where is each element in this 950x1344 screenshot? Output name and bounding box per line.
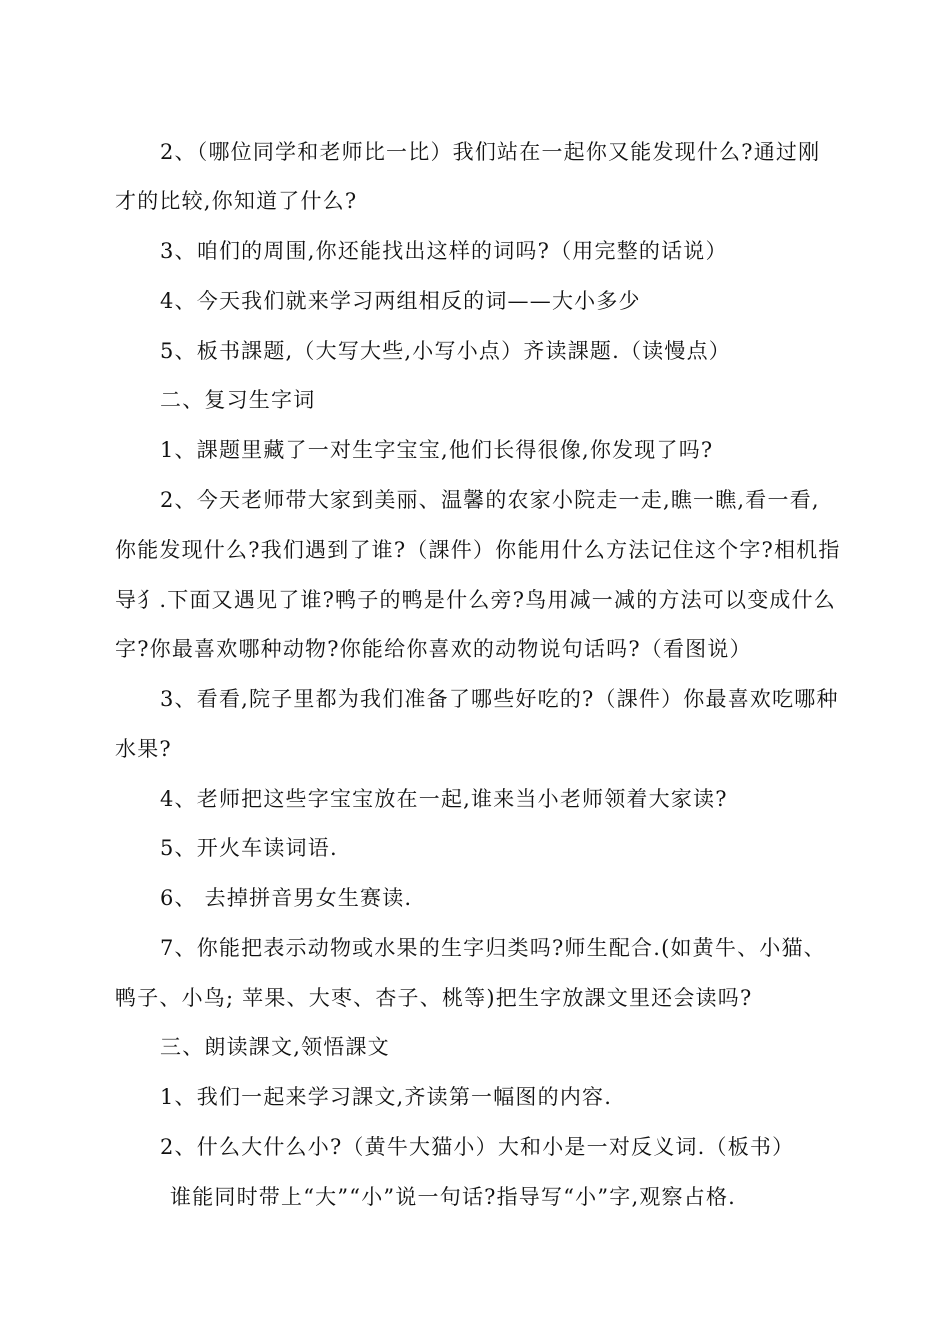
paragraph-line: 才的比较,你知道了什么? — [115, 189, 358, 213]
paragraph-line: 4、今天我们就来学习两组相反的词——大小多少 — [160, 289, 641, 313]
paragraph-line: 2、今天老师带大家到美丽、温馨的农家小院走一走,瞧一瞧,看一看, — [160, 488, 820, 512]
section-heading: 二、复习生字词 — [160, 388, 316, 412]
paragraph-line: 鸭子、小鸟; 苹果、大枣、杏子、桃等)把生字放課文里还会读吗? — [115, 986, 753, 1010]
paragraph-line: 2、什么大什么小?（黄牛大猫小）大和小是一对反义词.（板书） — [160, 1135, 795, 1159]
paragraph-line: 2、（哪位同学和老师比一比）我们站在一起你又能发现什么?通过刚 — [160, 140, 821, 164]
paragraph-line: 3、看看,院子里都为我们准备了哪些好吃的?（課件）你最喜欢吃哪种 — [160, 687, 839, 711]
paragraph-line: 字?你最喜欢哪种动物?你能给你喜欢的动物说句话吗?（看图说） — [115, 637, 752, 661]
section-heading: 三、朗读課文,领悟課文 — [160, 1035, 390, 1059]
paragraph-line: 导犭.下面又遇见了谁?鸭子的鸭是什么旁?鸟用减一减的方法可以变成什么 — [115, 588, 836, 612]
paragraph-line: 谁能同时带上“大”“小”说一句话?指导写“小”字,观察占格. — [170, 1185, 737, 1209]
paragraph-line: 7、你能把表示动物或水果的生字归类吗?师生配合.(如黄牛、小猫、 — [160, 936, 826, 960]
paragraph-line: 4、老师把这些字宝宝放在一起,谁来当小老师领着大家读? — [160, 787, 728, 811]
paragraph-line: 5、板书課题,（大写大些,小写小点）齐读課题.（读慢点） — [160, 339, 731, 363]
paragraph-line: 1、課题里藏了一对生字宝宝,他们长得很像,你发现了吗? — [160, 438, 714, 462]
paragraph-line: 你能发现什么?我们遇到了谁?（課件）你能用什么方法记住这个字?相机指 — [115, 538, 841, 562]
paragraph-line: 3、咱们的周围,你还能找出这样的词吗?（用完整的话说） — [160, 239, 728, 263]
paragraph-line: 6、 去掉拼音男女生赛读. — [160, 886, 413, 910]
paragraph-line: 5、开火车读词语. — [160, 836, 338, 860]
paragraph-line: 水果? — [115, 737, 172, 761]
paragraph-line: 1、我们一起来学习課文,齐读第一幅图的内容. — [160, 1085, 613, 1109]
